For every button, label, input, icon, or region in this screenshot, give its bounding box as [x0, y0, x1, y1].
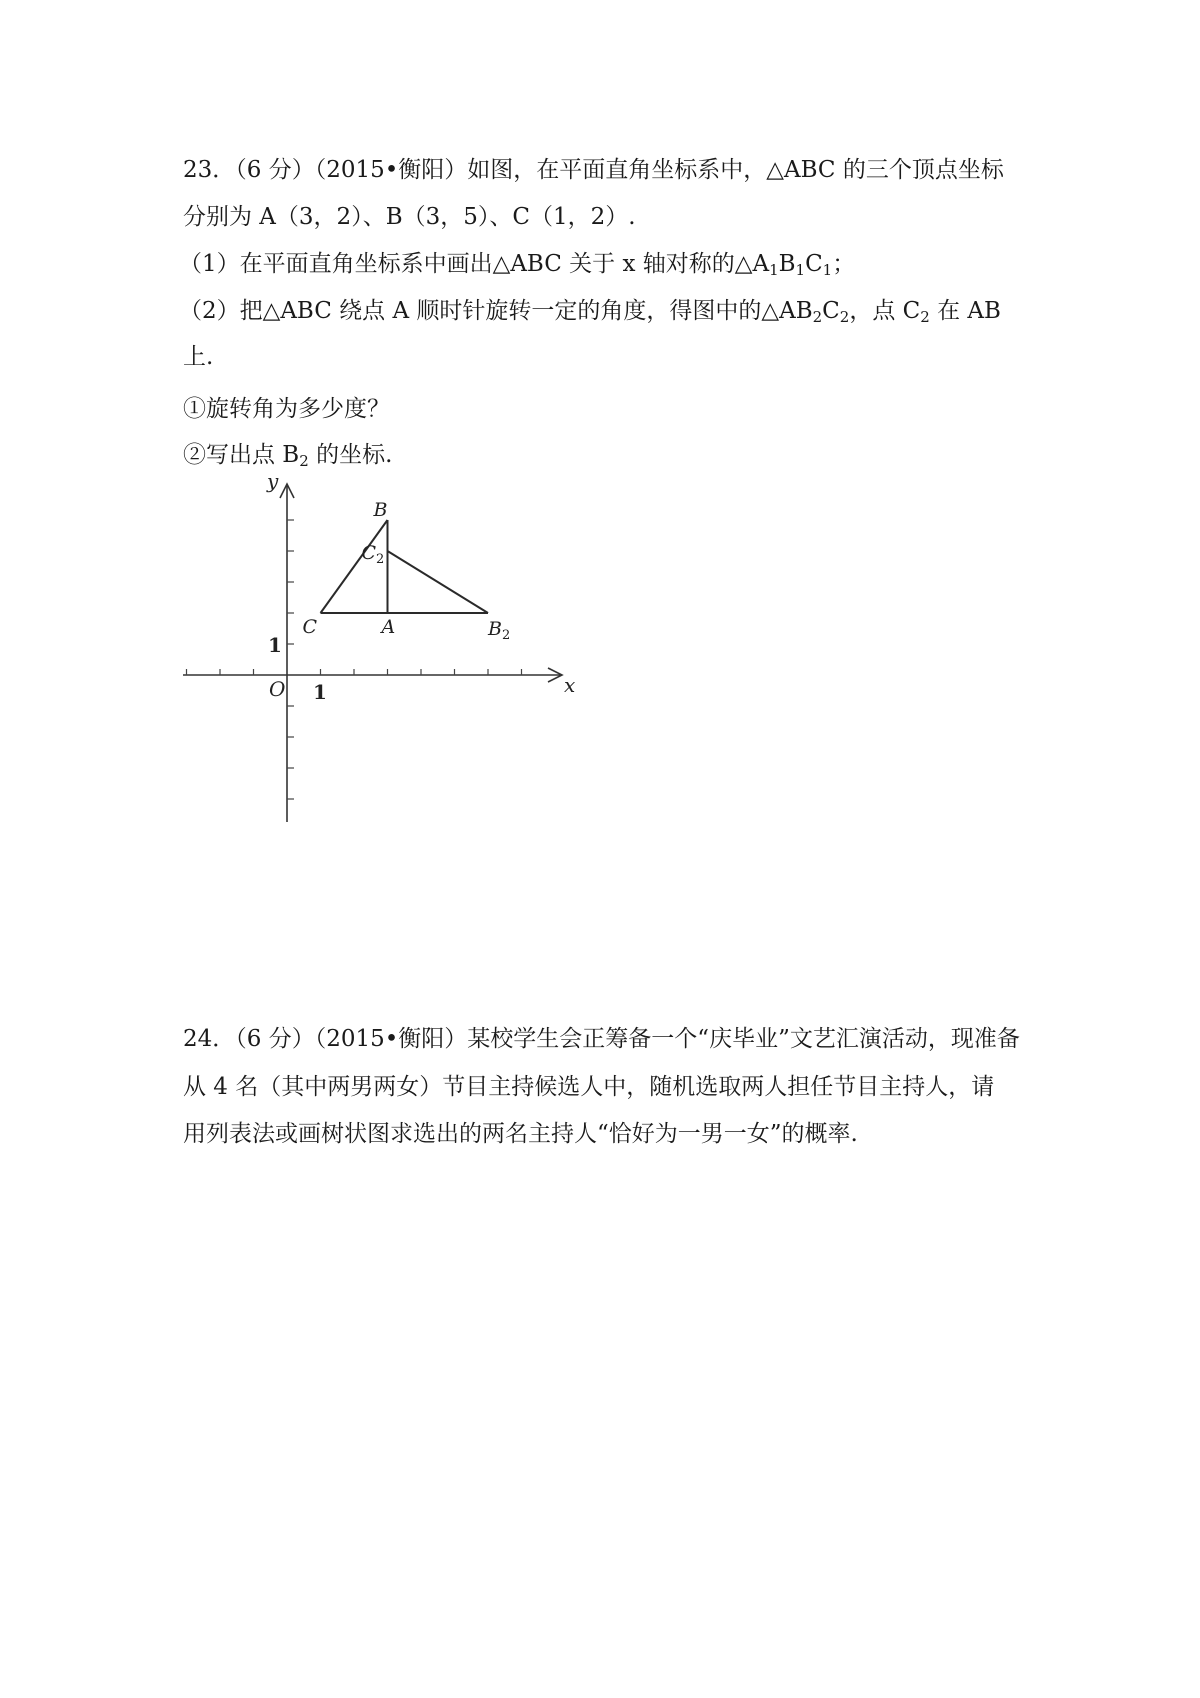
- q23-sub-question-1: ①旋转角为多少度？: [183, 396, 390, 422]
- q23-part-1: [179, 248, 855, 280]
- point-label-C2: $C_2$: [361, 542, 385, 567]
- q23-part-2-sub: 2: [839, 308, 850, 326]
- edge-B2-C2: [388, 551, 489, 613]
- point-label-subscript: 2: [376, 552, 385, 567]
- axes: [183, 484, 562, 822]
- q23-part-2-text: ，点 C: [849, 298, 921, 324]
- q23-part-1-text: B: [778, 251, 796, 277]
- x-axis-label: x: [564, 673, 576, 697]
- point-label-C: C: [302, 616, 318, 638]
- y-axis-label: y: [267, 470, 279, 493]
- point-labels: [303, 499, 511, 643]
- coordinate-figure: [180, 470, 600, 830]
- axis-ticks: [187, 520, 522, 799]
- q23-part-1-text: （1）在平面直角坐标系中画出△ABC 关于 x 轴对称的△A: [179, 251, 770, 277]
- q23-part-2-text: 在 AB: [929, 298, 1001, 324]
- q23-sub-question-2-sub: 2: [299, 452, 309, 470]
- q23-line-1: 23．（6 分）（2015•衡阳）如图，在平面直角坐标系中，△ABC 的三个顶点坐标: [183, 157, 1004, 183]
- x-unit-label: 1: [313, 680, 327, 704]
- q23-part-2-sub: 2: [920, 308, 930, 326]
- q23-part-1-sub: 1: [795, 261, 806, 279]
- q23-part-1-sub: 1: [769, 261, 779, 279]
- y-unit-label: 1: [268, 633, 282, 657]
- origin-label: O: [269, 677, 286, 701]
- point-label-B2: $B_2$: [488, 618, 511, 643]
- q23-sub-question-2-text: 的坐标.: [308, 442, 393, 468]
- q23-line-2: 分别为 A（3，2）、B（3，5）、C（1，2）.: [183, 204, 636, 230]
- point-label-A: A: [381, 616, 396, 638]
- q24-line-3: 用列表法或画树状图求选出的两名主持人“恰好为一男一女”的概率.: [183, 1121, 858, 1147]
- triangle-edges: [321, 520, 489, 613]
- q24-line-2: 从 4 名（其中两男两女）节目主持候选人中，随机选取两人担任节目主持人，请: [183, 1074, 995, 1100]
- q23-part-1-text: ；: [832, 251, 856, 277]
- q23-part-2-sub: 2: [812, 308, 823, 326]
- q23-part-2: [179, 295, 1001, 327]
- q23-part-2-text: （2）把△ABC 绕点 A 顺时针旋转一定的角度，得图中的△AB: [179, 298, 813, 324]
- q23-part-1-text: C: [805, 251, 823, 277]
- point-label-subscript: 2: [501, 628, 511, 643]
- q23-sub-question-2-text: ②写出点 B: [183, 442, 300, 468]
- q23-part-1-sub: 1: [822, 261, 833, 279]
- q23-sub-question-2: [183, 439, 392, 471]
- q24-line-1: 24．（6 分）（2015•衡阳）某校学生会正筹备一个“庆毕业”文艺汇演活动，现准备: [183, 1026, 1020, 1052]
- q23-part-2-text: C: [822, 298, 840, 324]
- point-label-B: B: [373, 499, 388, 521]
- q23-part-2-line-2: 上.: [183, 344, 214, 370]
